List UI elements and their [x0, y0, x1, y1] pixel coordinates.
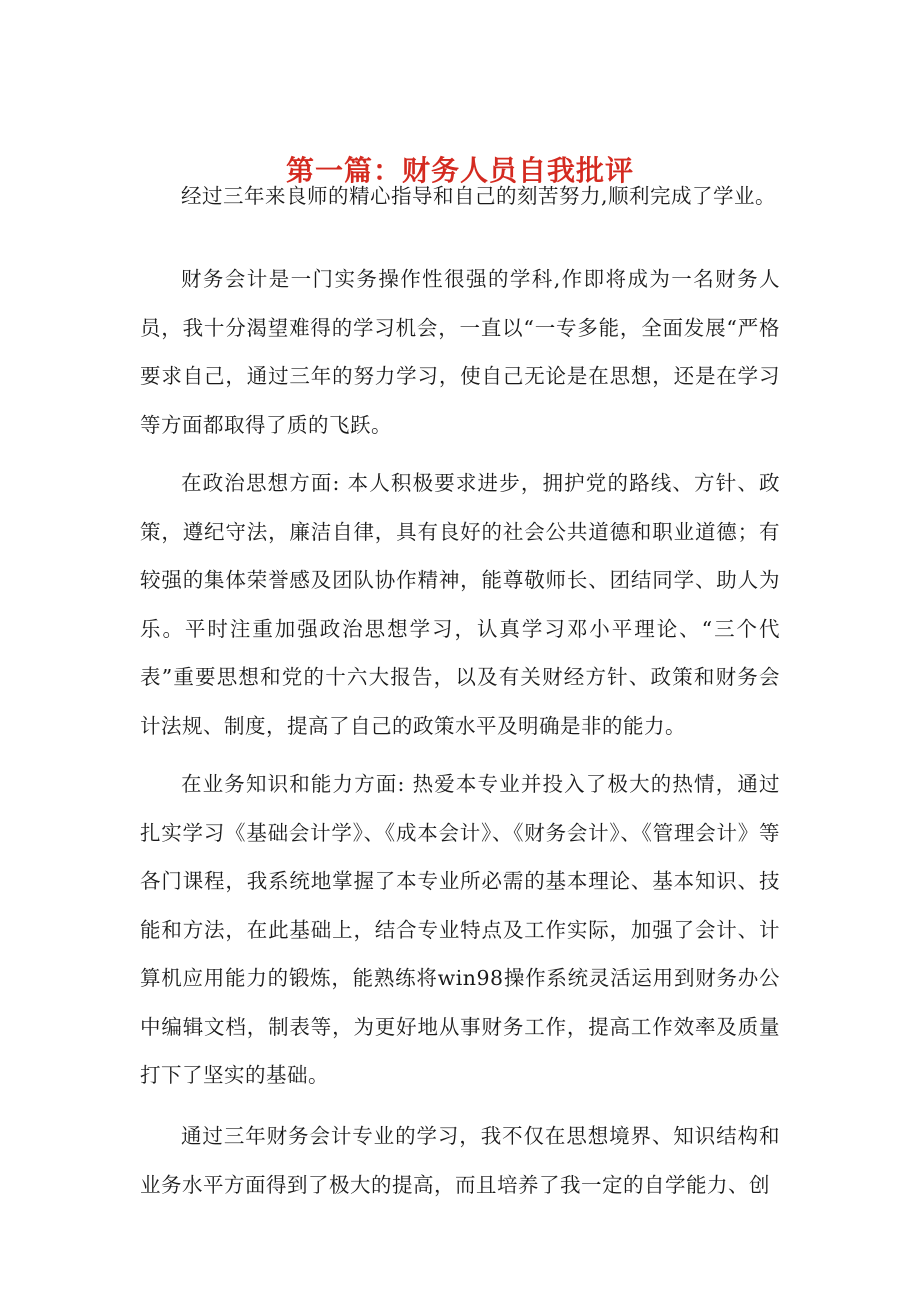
- paragraph-summary: 通过三年财务会计专业的学习，我不仅在思想境界、知识结构和业务水平方面得到了极大的提高，而且培养了我一定的自学能力、创: [140, 1124, 780, 1197]
- paragraph-study-opportunity: 财务会计是一门实务操作性很强的学科,作即将成为一名财务人员，我十分渴望难得的学习机会，一直以“一专多能，全面发展“严格要求自己，通过三年的努力学习，使自己无论是在思想，还是在学习等方面都取得了质的飞跃。: [140, 267, 780, 437]
- paragraph-political-thought: 在政治思想方面: 本人积极要求进步，拥护党的路线、方针、政策，遵纪守法，廉洁自律，具有良好的社会公共道德和职业道德；有较强的集体荣誉感及团队协作精神，能尊敬师长、团结同学、助人为乐。平时注重加强政治思想学习，认真学习邓小平理论、“三个代表”重要思想和党的十六大报告，以及有关财经方针、政策和财务会计法规、制度，提高了自己的政策水平及明确是非的能力。: [140, 471, 780, 738]
- paragraph-professional-knowledge: 在业务知识和能力方面: 热爱本专业并投入了极大的热情，通过扎实学习《基础会计学》、《成本会计》、《财务会计》、《管理会计》等各门课程，我系统地掌握了本专业所必需的基本理论、基本知识、技能和方法，在此基础上，结合专业特点及工作实际，加强了会计、计算机应用能力的锻炼，能熟练将win98操作系统灵活运用到财务办公中编辑文档，制表等，为更好地从事财务工作，提高工作效率及质量打下了坚实的基础。: [140, 772, 780, 1087]
- document-title: 第一篇：财务人员自我批评: [285, 153, 634, 187]
- paragraph-intro: 经过三年来良师的精心指导和自己的刻苦努力,顺利完成了学业。: [181, 184, 777, 208]
